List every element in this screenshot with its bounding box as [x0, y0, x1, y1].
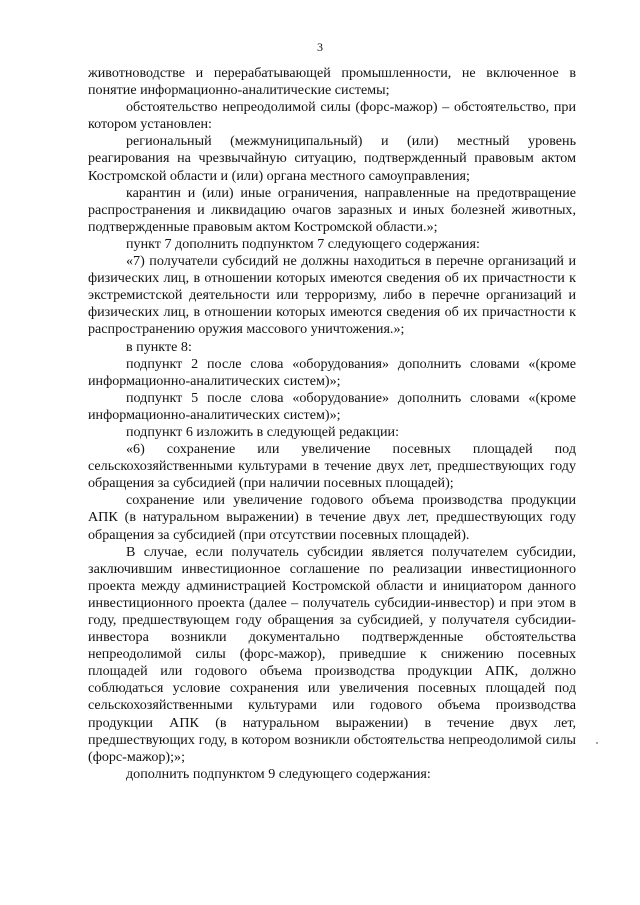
paragraph: «7) получатели субсидий не должны находиться в перечне организаций и физических лиц, в отношении которых имеются сведения об их причастности к экстремистской деятельности или терроризму, либо в перечне организаций и физических лиц, в отношении которых имеются сведения об их причастности к распространению оружия массового уничтожения.»;	[88, 253, 576, 338]
page-number: 3	[317, 40, 323, 54]
paragraph: подпункт 6 изложить в следующей редакции:	[126, 423, 400, 440]
scan-speck	[596, 742, 598, 744]
paragraph: пункт 7 дополнить подпунктом 7 следующего содержания:	[126, 235, 480, 252]
paragraph: карантин и (или) иные ограничения, направленные на предотвращение распространения и ликвидацию очагов заразных и иных болезней животных, подтвержденные правовым актом Костромской области.»;	[88, 184, 576, 235]
paragraph: в пункте 8:	[126, 338, 192, 355]
paragraph: подпункт 2 после слова «оборудования» дополнить словами «(кроме информационно-аналитических систем)»;	[88, 355, 576, 389]
paragraph: В случае, если получатель субсидии является получателем субсидии, заключившим инвестиционное соглашение по реализации инвестиционного проекта между администрацией Костромской области и инициатором данного инвестиционного проекта (далее – получатель субсидии-инвестор) и при этом в году, предшествующем году обращения за субсидией, у получателя субсидии-инвестора возникли документально подтвержденные обстоятельства непреодолимой силы (форс-мажор), приведшие к снижению посевных площадей или годового объема производства продукции АПК, должно соблюдаться условие сохранения или увеличения посевных площадей под сельскохозяйственными культурами или годового объема производства продукции АПК (в натуральном выражении) в течение двух лет, предшествующих году, в котором возникли обстоятельства непреодолимой силы (форс-мажор);»;	[88, 543, 576, 765]
paragraph: животноводстве и перерабатывающей промышленности, не включенное в понятие информационно-аналитические системы;	[88, 65, 576, 99]
paragraph: сохранение или увеличение годового объема производства продукции АПК (в натуральном выражении) в течение двух лет, предшествующих году обращения за субсидией (при отсутствии посевных площадей).	[88, 492, 576, 543]
paragraph: подпункт 5 после слова «оборудование» дополнить словами «(кроме информационно-аналитических систем)»;	[88, 389, 576, 423]
document-body	[88, 65, 576, 783]
paragraph: дополнить подпунктом 9 следующего содержания:	[126, 765, 431, 782]
paragraph: региональный (межмуниципальный) и (или) местный уровень реагирования на чрезвычайную ситуацию, подтвержденный правовым актом Костромской области и (или) органа местного самоуправления;	[88, 133, 576, 184]
paragraph: обстоятельство непреодолимой силы (форс-мажор) – обстоятельство, при котором установлен:	[88, 99, 576, 133]
paragraph: «6) сохранение или увеличение посевных площадей под сельскохозяйственными культурами в течение двух лет, предшествующих году обращения за субсидией (при наличии посевных площадей);	[88, 441, 576, 492]
